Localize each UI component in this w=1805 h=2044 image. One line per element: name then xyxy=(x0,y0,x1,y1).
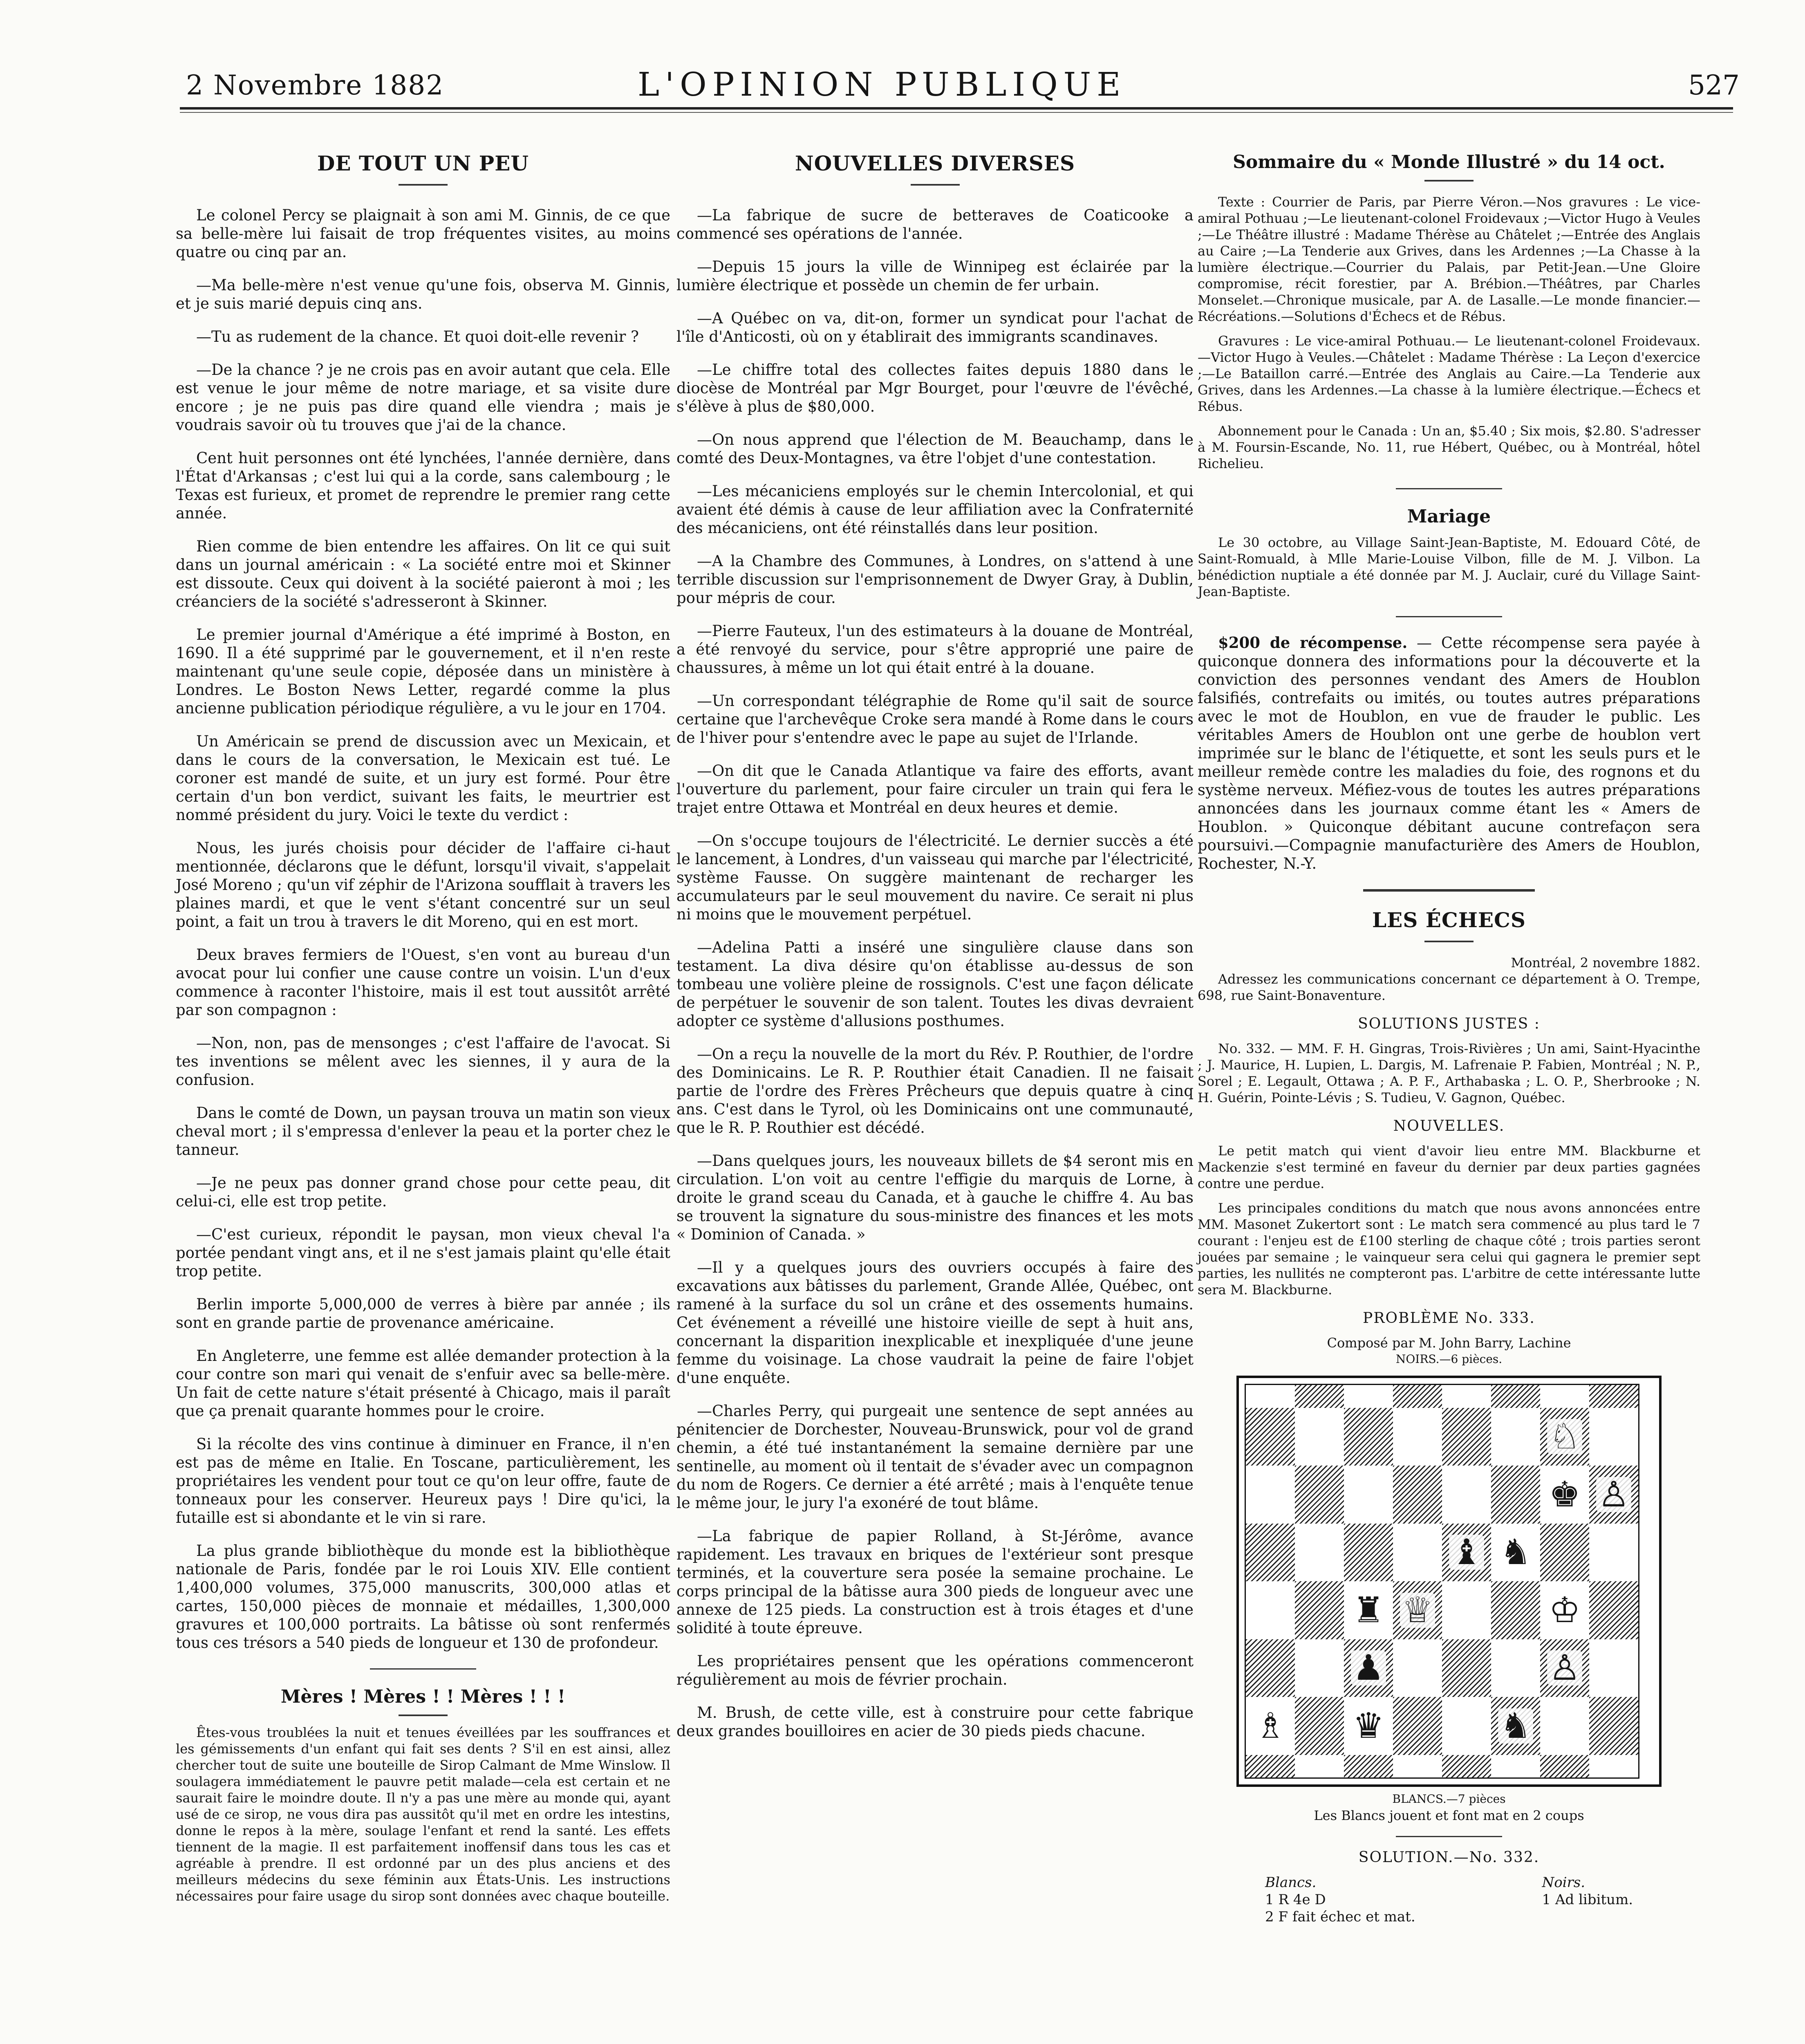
chess-piece: ♙ xyxy=(1596,1477,1631,1512)
board-square xyxy=(1295,1466,1344,1524)
board-square xyxy=(1442,1385,1491,1408)
board-square xyxy=(1491,1639,1540,1697)
heading-dash xyxy=(1424,941,1474,942)
issue-date: 2 Novembre 1882 xyxy=(186,69,444,101)
probleme-author: Composé par M. John Barry, Lachine xyxy=(1327,1335,1571,1351)
chess-piece: ♙ xyxy=(1547,1650,1582,1685)
article-paragraph: —Ma belle-mère n'est venue qu'une fois, observa M. Ginnis, et je suis marié depuis cinq ans. xyxy=(176,276,670,312)
section-rule xyxy=(1396,616,1502,617)
article-paragraph: Le colonel Percy se plaignait à son ami M. Ginnis, de ce que sa belle-mère lui faisait de trop fréquentes visites, au moins quatre ou cinq par an. xyxy=(176,206,670,261)
board-square xyxy=(1246,1524,1295,1582)
ad-text: Êtes-vous troublées la nuit et tenues éveillées par les souffrances et les gémissements d'un enfant qui fait ses dents ? S'il en est ainsi, allez chercher tout de suite une bouteille de Sirop Calmant de Mme Winslow. Il soulagera immédiatement le pauvre petit malade—cela est certain et ne saurait faire le moindre doute. Il n'y a pas une mère au monde qui, ayant usé de ce sirop, ne vous dira pas aussitôt qu'il met en ordre les intestins, donne le repos à la mère, soulage l'enfant et rend la santé. Les effets tiennent de la magie. Il est parfaitement inoffensif dans tous les cas et agréable à prendre. Il est ordonné par un des plus anciens et des meilleurs médecins du sexe féminin aux États-Unis. Les instructions nécessaires pour faire usage du sirop sont données avec chaque bouteille. xyxy=(176,1725,670,1904)
chess-piece: ♘ xyxy=(1547,1419,1582,1454)
article-list xyxy=(676,206,1194,1740)
masthead-rule xyxy=(180,107,1733,110)
board-square xyxy=(1442,1755,1491,1778)
chess-piece: ♔ xyxy=(1547,1593,1582,1628)
board-square xyxy=(1344,1639,1393,1697)
article-paragraph: —La fabrique de papier Rolland, à St-Jérôme, avance rapidement. Les travaux en briques de l'extérieur sont presque terminés, et la couverture sera posée la semaine prochaine. Le corps principal de la bâtisse aura 300 pieds de longueur avec une annexe de 125 pieds. La construction est à trois étages et d'une solidité à toute épreuve. xyxy=(676,1527,1194,1637)
board-square xyxy=(1540,1385,1589,1408)
solution-table xyxy=(1265,1874,1633,1925)
board-square xyxy=(1295,1408,1344,1466)
chess-piece: ♟ xyxy=(1351,1650,1386,1685)
heading-dash xyxy=(911,184,960,186)
page-number: 527 xyxy=(1688,69,1740,101)
column-right xyxy=(1198,151,1700,1925)
nouvelles-text-2: Les principales conditions du match que nous avons annoncées entre MM. Masonet Zukertort sont : Le match sera commencé au plus tard le 7 courant : l'enjeu est de £100 sterling de chaque côté ; trois parties seront jouées par semaine ; le vainqueur sera celui qui gagnera le premier sept parties, les nullités ne compteront pas. L'arbitre de cette intéressante lutte sera M. Blackburne. xyxy=(1198,1200,1700,1298)
board-square xyxy=(1246,1408,1295,1466)
newspaper-title: L'OPINION PUBLIQUE xyxy=(638,65,1126,103)
sommaire-texte: Texte : Courrier de Paris, par Pierre Véron.—Nos gravures : Le vice-amiral Pothuau ;—Le lieutenant-colonel Froidevaux ;—Victor Hugo à Veules ;—Le Théâtre illustré : Madame Thérèse au Châtelet ;—Entrée des Anglais au Caire ;—La Tenderie aux Grives, dans les Ardennes ;—La Chasse à la lumière électrique.—Courrier du Palais, par Petit-Jean.—Une Gloire compromise, récit forestier, par A. Brébion.—Théâtres, par Charles Monselet.—Chronique musicale, par A. de Lasalle.—Le monde financier.—Récréations.—Solutions d'Échecs et de Rébus. xyxy=(1198,194,1700,324)
article-paragraph: —A Québec on va, dit-on, former un syndicat pour l'achat de l'île d'Anticosti, où on y établirait des immigrants scandinaves. xyxy=(676,309,1194,345)
board-square xyxy=(1344,1524,1393,1582)
board-square xyxy=(1540,1408,1589,1466)
recompense-notice xyxy=(1198,634,1700,873)
board-square xyxy=(1246,1466,1295,1524)
board-square xyxy=(1393,1581,1442,1639)
board-square xyxy=(1295,1385,1344,1408)
nouvelles-heading: NOUVELLES. xyxy=(1393,1118,1505,1134)
article-paragraph: —Pierre Fauteux, l'un des estimateurs à la douane de Montréal, a été renvoyé du service, pour s'être approprié une paire de chaussures, à même un lot qui était entré à la douane. xyxy=(676,622,1194,677)
article-paragraph: —Les mécaniciens employés sur le chemin Intercolonial, et qui avaient été démis à cause de leur affiliation avec la Confraternité des mécaniciens, ont été réinstallés dans leur position. xyxy=(676,482,1194,537)
article-paragraph: Berlin importe 5,000,000 de verres à bière par année ; ils sont en grande partie de provenance américaine. xyxy=(176,1295,670,1331)
section-rule xyxy=(1396,488,1502,489)
board-square xyxy=(1491,1755,1540,1778)
heading-dash xyxy=(1424,180,1474,182)
chess-piece: ♛ xyxy=(1351,1708,1386,1744)
board-square xyxy=(1491,1385,1540,1408)
article-paragraph: —On nous apprend que l'élection de M. Beauchamp, dans le comté des Deux-Montagnes, va être l'objet d'une contestation. xyxy=(676,431,1194,467)
ad-heading: Mères ! Mères ! ! Mères ! ! ! xyxy=(280,1686,566,1707)
heading-dash xyxy=(399,1715,448,1716)
board-square xyxy=(1393,1385,1442,1408)
chess-piece: ♜ xyxy=(1351,1593,1386,1628)
board-square xyxy=(1589,1639,1638,1697)
board-square xyxy=(1589,1385,1638,1408)
article-paragraph: —Je ne peux pas donner grand chose pour cette peau, dit celui-ci, elle est trop petite. xyxy=(176,1174,670,1210)
board-square xyxy=(1393,1697,1442,1755)
echecs-dateline: Montréal, 2 novembre 1882. xyxy=(1511,955,1700,970)
recompense-text: — Cette récompense sera payée à quiconque donnera des informations pour la découverte et la conviction des personnes vendant des Amers de Houblon falsifiés, contrefaits ou imités, ou toutes autres préparations avec le mot de Houblon, en vue de frauder le public. Les véritables Amers de Houblon ont une gerbe de houblon vert imprimée sur le blanc de l'étiquette, et sont les seuls purs et le meilleur remède contre les maladies du foie, des rognons et du système nerveux. Méfiez-vous de toutes les autres préparations annoncées dans les journaux comme étant les « Amers de Houblon. » Quiconque débitant aucune contrefaçon sera poursuivi.—Compagnie manufacturière des Amers de Houblon, Rochester, N.-Y. xyxy=(1198,634,1700,872)
chess-piece: ♞ xyxy=(1498,1708,1533,1744)
article-paragraph: Nous, les jurés choisis pour décider de l'affaire ci-haut mentionnée, déclarons que le défunt, lorsqu'il vivait, s'appelait José Moreno ; qu'un vif zéphir de l'Arizona soufflait à travers les plaines mardi, et que le vent s'étant concentré sur un seul point, a fait un trou à travers le dit Moreno, qui en est mort. xyxy=(176,839,670,930)
board-square xyxy=(1344,1697,1393,1755)
article-paragraph: Le premier journal d'Amérique a été imprimé à Boston, en 1690. Il a été supprimé par le gouvernement, et il n'en reste maintenant qu'une seule copie, déposée dans un ministère à Londres. Le Boston News Letter, regardé comme la plus ancienne publication périodique régulière, a vu le jour en 1704. xyxy=(176,626,670,717)
section-rule xyxy=(1363,889,1535,892)
article-paragraph: —On s'occupe toujours de l'électricité. Le dernier succès a été le lancement, à Londres, d'un vaisseau qui marche par l'électricité, système Fausse. On suggère maintenant de recharger les accumulateurs par le seul mouvement du navire. Ce serait ni plus ni moins que le mouvement perpétuel. xyxy=(676,832,1194,923)
board-square xyxy=(1344,1755,1393,1778)
echecs-heading: LES ÉCHECS xyxy=(1372,908,1526,932)
article-paragraph: —Il y a quelques jours des ouvriers occupés à faire des excavations aux bâtisses du parlement, Grande Allée, Québec, ont ramené à la surface du sol un crâne et des ossements humains. Cet événement a réveillé une histoire vieille de sept à huit ans, concernant la disparition inexplicable et inexpliquée d'une jeune femme du voisinage. La chose vaudrait la peine de faire l'objet d'une enquête. xyxy=(676,1259,1194,1387)
board-square xyxy=(1540,1524,1589,1582)
article-list xyxy=(176,206,670,1652)
board-square xyxy=(1491,1408,1540,1466)
board-square xyxy=(1393,1524,1442,1582)
masthead-rule-thin xyxy=(180,112,1733,113)
article-paragraph: —Charles Perry, qui purgeait une sentence de sept années au pénitencier de Dorchester, Nouveau-Brunswick, pour vol de grand chemin, a été tué instantanément la semaine dernière par une sentinelle, au moment où il tentait de s'évader avec un compagnon du nom de Rogers. Ce dernier a été arrêté ; mais à l'enquête tenue le même jour, le jury l'a exonéré de tout blâme. xyxy=(676,1402,1194,1512)
solution-blancs-label: Blancs. xyxy=(1265,1874,1317,1891)
probleme-heading: PROBLÈME No. 333. xyxy=(1363,1310,1535,1327)
board-square xyxy=(1442,1639,1491,1697)
board-square xyxy=(1246,1581,1295,1639)
sommaire-abonnement: Abonnement pour le Canada : Un an, $5.40 ; Six mois, $2.80. S'adresser à M. Foursin-Escande, No. 11, rue Hébert, Québec, ou à Montréal, hôtel Richelieu. xyxy=(1198,423,1700,471)
article-paragraph: M. Brush, de cette ville, est à construire pour cette fabrique deux grandes bouilloires en acier de 30 pieds pieds chacune. xyxy=(676,1704,1194,1740)
article-paragraph: —Tu as rudement de la chance. Et quoi doit-elle revenir ? xyxy=(196,328,639,345)
board-square xyxy=(1295,1755,1344,1778)
board-square xyxy=(1540,1697,1589,1755)
board-square xyxy=(1344,1385,1393,1408)
solutions-text: No. 332. — MM. F. H. Gingras, Trois-Rivières ; Un ami, Saint-Hyacinthe ; J. Maurice, H. Lupien, L. Dargis, M. Lafrenaie P. Fabien, Montréal ; N. P., Sorel ; E. Legault, Ottawa ; A. P. F., Arthabaska ; L. O. P., Sherbrooke ; N. H. Guérin, Pointe-Lévis ; S. Tudieu, V. Gagnon, Québec. xyxy=(1198,1041,1700,1105)
article-paragraph: En Angleterre, une femme est allée demander protection à la cour contre son mari qui venait de s'enfuir avec sa belle-mère. Un fait de cette nature s'était présenté à Chicago, mais il paraît que ça prenait quarante hommes pour le croire. xyxy=(176,1347,670,1420)
chess-piece: ♞ xyxy=(1498,1535,1533,1570)
board-square xyxy=(1589,1466,1638,1524)
board-square xyxy=(1491,1466,1540,1524)
section-heading: NOUVELLES DIVERSES xyxy=(795,151,1075,175)
board-square xyxy=(1246,1755,1295,1778)
chess-diagram xyxy=(1236,1376,1662,1787)
noirs-label: NOIRS.—6 pièces. xyxy=(1395,1352,1503,1366)
board-square xyxy=(1589,1524,1638,1582)
solution-noirs-moves: 1 Ad libitum. xyxy=(1542,1892,1633,1908)
column-de-tout-un-peu xyxy=(176,151,670,1919)
board-square xyxy=(1589,1581,1638,1639)
nouvelles-text-1: Le petit match qui vient d'avoir lieu entre MM. Blackburne et Mackenzie s'est terminé en faveur du dernier par deux parties gagnées contre une perdue. xyxy=(1198,1143,1700,1191)
solution-noirs-label: Noirs. xyxy=(1542,1874,1586,1891)
article-paragraph: —Depuis 15 jours la ville de Winnipeg est éclairée par la lumière électrique et possède un chemin de fer urbain. xyxy=(676,258,1194,294)
article-paragraph: —La fabrique de sucre de betteraves de Coaticooke a commencé ses opérations de l'année. xyxy=(676,206,1194,242)
board-square xyxy=(1491,1524,1540,1582)
board-square xyxy=(1442,1581,1491,1639)
article-paragraph: —Un correspondant télégraphie de Rome qu'il sait de source certaine que l'archevêque Croke sera mandé à Rome dans le cours de l'hiver pour s'entendre avec le pape au sujet de l'Irlande. xyxy=(676,692,1194,746)
article-paragraph: Cent huit personnes ont été lynchées, l'année dernière, dans l'État d'Arkansas ; c'est lui qui a la corde, sans calembourg ; le Texas est furieux, et promet de reprendre le premier rang cette année. xyxy=(176,449,670,522)
board-square xyxy=(1442,1524,1491,1582)
board-square xyxy=(1491,1697,1540,1755)
column-nouvelles-diverses xyxy=(676,151,1194,1755)
board-square xyxy=(1246,1697,1295,1755)
recompense-lead: $200 de récompense. xyxy=(1218,634,1408,652)
board-square xyxy=(1393,1466,1442,1524)
chess-piece: ♗ xyxy=(1253,1708,1288,1744)
board-square xyxy=(1344,1408,1393,1466)
article-paragraph: Dans le comté de Down, un paysan trouva un matin son vieux cheval mort ; il s'empressa d'enlever la peau et la porter chez le tanneur. xyxy=(176,1104,670,1159)
echecs-address: Adressez les communications concernant ce département à O. Trempe, 698, rue Saint-Bonaventure. xyxy=(1198,971,1700,1003)
board-square xyxy=(1589,1408,1638,1466)
board-square xyxy=(1246,1639,1295,1697)
article-paragraph: —De la chance ? je ne crois pas en avoir autant que cela. Elle est venue le jour même de notre mariage, et sa visite dure encore ; je ne puis pas dire quand elle viendra ; mais je voudrais savoir où tu trouves que j'ai de la chance. xyxy=(176,361,670,434)
article-paragraph: —Adelina Patti a inséré une singulière clause dans son testament. La diva désire qu'on établisse au-dessus de son tombeau une volière pleine de rossignols. C'est une façon délicate de perpétuer le souvenir de son talent. Toutes les divas devraient adopter ce système d'allusions posthumes. xyxy=(676,939,1194,1030)
solutions-heading: SOLUTIONS JUSTES : xyxy=(1358,1015,1540,1032)
board-square xyxy=(1589,1755,1638,1778)
article-paragraph: —On dit que le Canada Atlantique va faire des efforts, avant l'ouverture du parlement, pour faire circuler un train qui fera le trajet entre Ottawa et Montréal en deux heures et demie. xyxy=(676,762,1194,816)
board-square xyxy=(1540,1581,1589,1639)
board-square xyxy=(1393,1755,1442,1778)
board-square xyxy=(1589,1697,1638,1755)
board-square xyxy=(1393,1639,1442,1697)
board-square xyxy=(1246,1385,1295,1408)
article-paragraph: —C'est curieux, répondit le paysan, mon vieux cheval l'a portée pendant vingt ans, et il ne s'est jamais plaint qu'elle était trop petite. xyxy=(176,1226,670,1280)
article-paragraph: Un Américain se prend de discussion avec un Mexicain, et dans le cours de la conversation, le Mexicain est tué. Le coroner est mandé de suite, et un jury est formé. Pour être certain d'un bon verdict, suivant les faits, le meurtrier est nommé président du jury. Voici le texte du verdict : xyxy=(176,733,670,824)
board-square xyxy=(1344,1466,1393,1524)
board-square xyxy=(1344,1581,1393,1639)
board-square xyxy=(1295,1581,1344,1639)
board-square xyxy=(1393,1408,1442,1466)
article-paragraph: —Le chiffre total des collectes faites depuis 1880 dans le diocèse de Montréal par Mgr Bourget, pour l'œuvre de l'évêché, s'élève à plus de $80,000. xyxy=(676,361,1194,415)
mariage-text: Le 30 octobre, au Village Saint-Jean-Baptiste, M. Edouard Côté, de Saint-Romuald, à Mlle Marie-Louise Vilbon, fille de M. J. Vilbon. La bénédiction nuptiale a été donnée par M. J. Auclair, curé du Village Saint-Jean-Baptiste. xyxy=(1198,535,1700,599)
board-square xyxy=(1540,1639,1589,1697)
section-rule xyxy=(370,1668,476,1670)
chess-piece: ♚ xyxy=(1547,1477,1582,1512)
article-paragraph: Rien comme de bien entendre les affaires. On lit ce qui suit dans un journal américain : « La société entre moi et Skinner est dissoute. Ceux qui doivent à la société paieront à moi ; les créanciers de la société s'adresseront à Skinner. xyxy=(176,538,670,610)
heading-dash xyxy=(399,184,448,186)
sommaire-heading: Sommaire du « Monde Illustré » du 14 oct. xyxy=(1233,152,1665,173)
article-paragraph: La plus grande bibliothèque du monde est la bibliothèque nationale de Paris, fondée par le roi Louis XIV. Elle contient 1,400,000 volumes, 375,000 manuscrits, 300,000 atlas et cartes, 150,000 pièces de monnaie et médailles, 1,300,000 gravures et 100,000 portraits. La bâtisse où sont renfermés tous ces trésors a 540 pieds de longueur et 130 de profondeur. xyxy=(176,1542,670,1652)
board-square xyxy=(1540,1466,1589,1524)
solution-heading: SOLUTION.—No. 332. xyxy=(1358,1849,1540,1866)
board-square xyxy=(1295,1524,1344,1582)
blancs-label: BLANCS.—7 pièces xyxy=(1392,1792,1506,1806)
article-paragraph: Les propriétaires pensent que les opérations commenceront régulièrement au mois de février prochain. xyxy=(676,1652,1194,1688)
article-paragraph: —Dans quelques jours, les nouveaux billets de $4 seront mis en circulation. L'on voit au centre l'effigie du marquis de Lorne, à droite le grand sceau du Canada, et à gauche le chiffre 4. Au bas se trouvent la signature du sous-ministre des finances et les mots « Dominion of Canada. » xyxy=(676,1152,1194,1243)
article-paragraph: —Non, non, pas de mensonges ; c'est l'affaire de l'avocat. Si tes inventions se mêlent avec les siennes, il y aura de la confusion. xyxy=(176,1034,670,1089)
section-rule xyxy=(1396,1836,1502,1837)
chess-piece: ♝ xyxy=(1449,1535,1484,1570)
board-square xyxy=(1295,1639,1344,1697)
section-heading: DE TOUT UN PEU xyxy=(317,151,529,175)
solution-noirs xyxy=(1542,1874,1633,1925)
board-square xyxy=(1540,1755,1589,1778)
sommaire-gravures: Gravures : Le vice-amiral Pothuau.— Le lieutenant-colonel Froidevaux.—Victor Hugo à Veules.—Châtelet : Madame Thérèse : La Leçon d'exercice ;—Le Bataillon carré.—Entrée des Anglais au Caire.—La Tenderie aux Grives, dans les Ardennes.—La chasse à la lumière électrique.—Échecs et Rébus. xyxy=(1198,333,1700,414)
article-paragraph: Deux braves fermiers de l'Ouest, s'en vont au bureau d'un avocat pour lui confier une cause contre un voisin. L'un d'eux commence à raconter l'histoire, mais il est tout aussitôt arrêté par son compagnon : xyxy=(176,946,670,1019)
article-paragraph: —On a reçu la nouvelle de la mort du Rév. P. Routhier, de l'ordre des Dominicains. Le R. P. Routhier était Canadien. Il ne faisait partie de l'ordre des Frères Prêcheurs que depuis quatre à cinq ans. C'est dans le Tyrol, où les Dominicains ont une communauté, que le R. P. Routhier est décédé. xyxy=(676,1045,1194,1136)
article-paragraph: —A la Chambre des Communes, à Londres, on s'attend à une terrible discussion sur l'emprisonnement de Dwyer Gray, à Dublin, pour mépris de cour. xyxy=(676,552,1194,607)
probleme-caption: Les Blancs jouent et font mat en 2 coups xyxy=(1314,1808,1584,1823)
solution-blancs xyxy=(1265,1874,1415,1925)
chess-board xyxy=(1245,1384,1639,1779)
board-square xyxy=(1491,1581,1540,1639)
board-square xyxy=(1442,1408,1491,1466)
board-square xyxy=(1295,1697,1344,1755)
board-square xyxy=(1442,1697,1491,1755)
solution-blancs-moves: 1 R 4e D 2 F fait échec et mat. xyxy=(1265,1892,1415,1925)
mariage-heading: Mariage xyxy=(1407,506,1491,527)
board-square xyxy=(1442,1466,1491,1524)
chess-piece: ♕ xyxy=(1400,1593,1435,1628)
article-paragraph: Si la récolte des vins continue à diminuer en France, il n'en est pas de même en Italie. En Toscane, particulièrement, les propriétaires les vendent pour tout ce qu'on leur offre, faute de tonneaux pour les conserver. Heureux pays ! Dire qu'ici, la futaille est si abondante et le vin si rare. xyxy=(176,1435,670,1526)
